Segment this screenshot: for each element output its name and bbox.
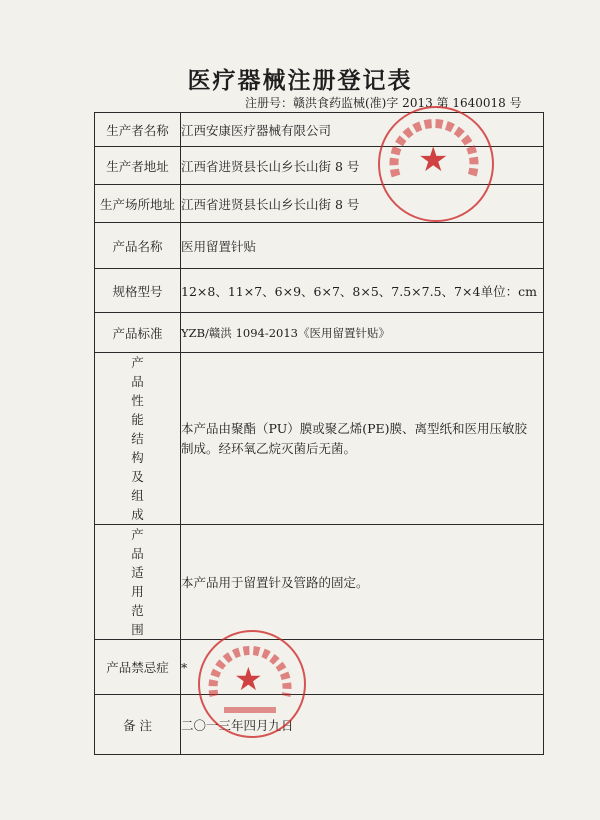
table-row bbox=[95, 185, 544, 223]
manufacturer-address-value: 江西省进贤县长山乡长山街 8 号 bbox=[181, 147, 544, 185]
scope-value: 本产品用于留置针及管路的固定。 bbox=[181, 525, 544, 640]
table-row bbox=[95, 525, 544, 640]
specification-value: 12×8、11×7、6×9、6×7、8×5、7.5×7.5、7×4 bbox=[181, 283, 481, 299]
composition-label-cell bbox=[95, 353, 181, 525]
star-icon: ★ bbox=[234, 660, 263, 698]
table-row bbox=[95, 313, 544, 353]
table-row bbox=[95, 269, 544, 313]
remarks-label: 备 注 bbox=[95, 695, 181, 755]
remarks-date: 二〇一三年四月九日 bbox=[181, 695, 544, 755]
composition-value: 本产品由聚酯（PU）膜或聚乙烯(PE)膜、离型纸和医用压敏胶制成。经环氧乙烷灭菌后无菌。 bbox=[181, 353, 544, 525]
registration-number: 注册号：赣洪食药监械(准)字 2013 第 1640018 号 bbox=[245, 96, 522, 110]
specification-unit: 单位：cm bbox=[480, 283, 537, 299]
production-address-value: 江西省进贤县长山乡长山街 8 号 bbox=[181, 185, 544, 223]
manufacturer-name-value: 江西安康医疗器械有限公司 bbox=[181, 113, 544, 147]
product-standard-label: 产品标准 bbox=[95, 313, 181, 353]
table-row bbox=[95, 353, 544, 525]
specification-label: 规格型号 bbox=[95, 269, 181, 313]
specification-cell bbox=[181, 269, 544, 313]
document-title: 医疗器械注册登记表 bbox=[187, 67, 413, 94]
contraindication-label: 产品禁忌症 bbox=[95, 640, 181, 695]
registration-form bbox=[94, 112, 544, 755]
scope-label: 产品适用范围 bbox=[131, 527, 144, 637]
product-standard-value: YZB/赣洪 1094-2013《医用留置针贴》 bbox=[181, 313, 544, 353]
manufacturer-name-label: 生产者名称 bbox=[95, 113, 181, 147]
table-row bbox=[95, 113, 544, 147]
table-row bbox=[95, 695, 544, 755]
product-name-label: 产品名称 bbox=[95, 223, 181, 269]
table-row bbox=[95, 147, 544, 185]
star-icon: ★ bbox=[418, 140, 449, 180]
table-row bbox=[95, 223, 544, 269]
composition-label: 产品性能结构及组成 bbox=[131, 355, 144, 522]
table-row bbox=[95, 640, 544, 695]
production-address-label: 生产场所地址 bbox=[95, 185, 181, 223]
scope-label-cell bbox=[95, 525, 181, 640]
manufacturer-address-label: 生产者地址 bbox=[95, 147, 181, 185]
contraindication-value: * bbox=[181, 640, 544, 695]
product-name-value: 医用留置针贴 bbox=[181, 223, 544, 269]
